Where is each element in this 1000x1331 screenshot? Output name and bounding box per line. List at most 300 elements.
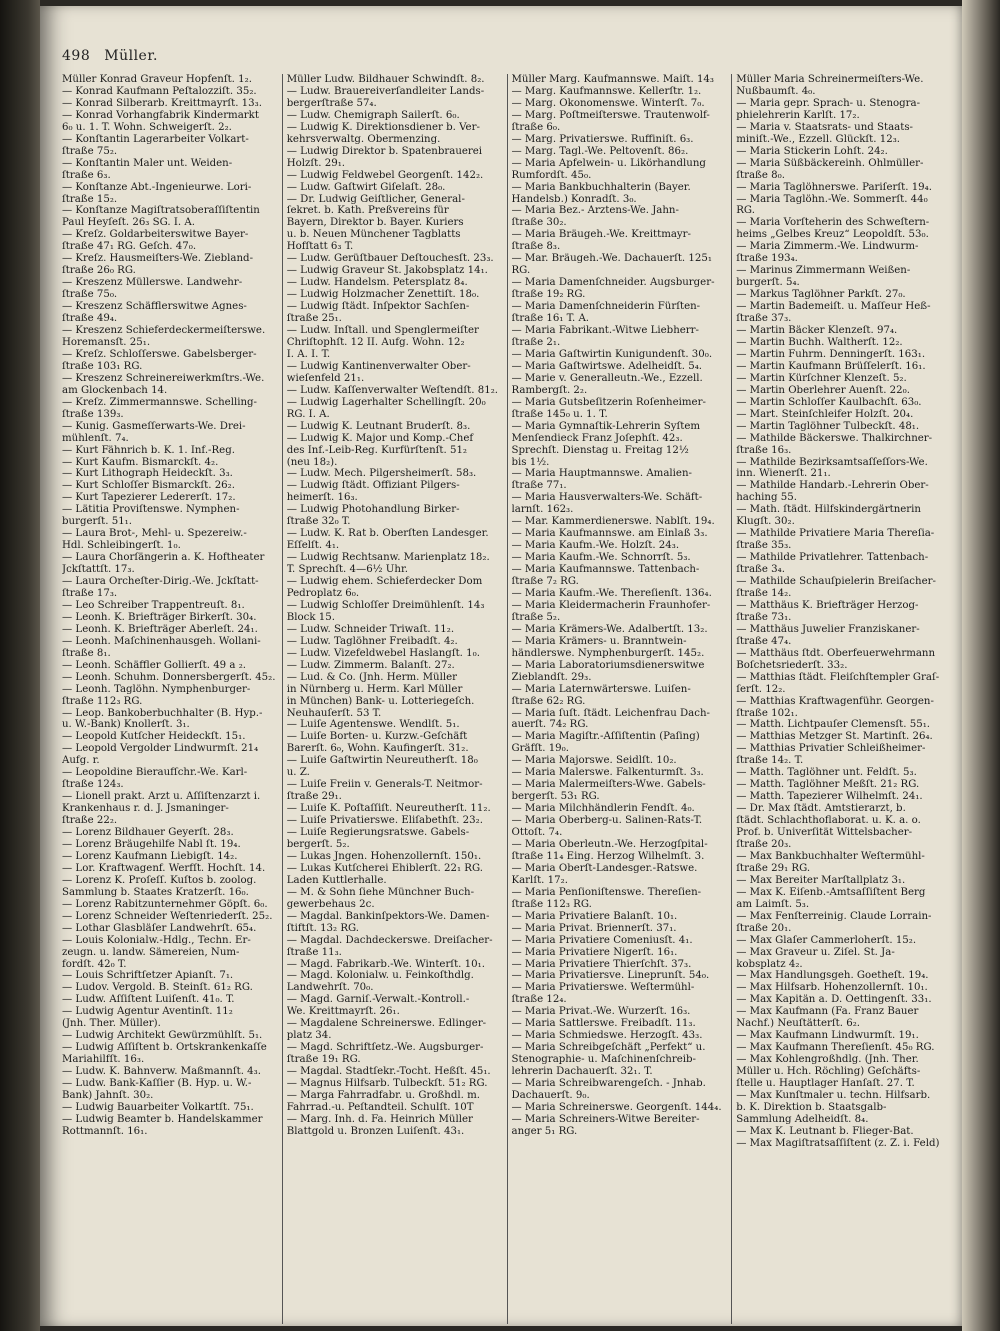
directory-entry-line: — Maria Laboratoriumsdienerswitwe	[511, 659, 705, 671]
directory-entry-line: — Ludw. Zimmerm. Balanſt. 27₂.	[286, 659, 455, 671]
directory-entry-line: — Maria Oberberg-u. Salinen-Rats-T.	[511, 815, 703, 827]
directory-entry-line: ſtraße 14₂. T.	[736, 755, 804, 767]
directory-entry-line: ſtraße 25₁.	[286, 313, 342, 325]
directory-entry-line: ſtraße 112₃ RG.	[62, 695, 143, 707]
directory-entry-line: ſtraße 102₁.	[736, 707, 798, 719]
directory-entry-line: — Maria Penſioniſtenswe. Thereſien-	[511, 886, 702, 898]
directory-entry-line: — Kreszenz Müllerswe. Landwehr-	[62, 277, 243, 289]
directory-entry-line: — Matth. Taglöhner unt. Feldſt. 5₃.	[736, 767, 917, 779]
directory-entry-line: — Ludwig Architekt Gewürzmühlſt. 5₁.	[62, 1030, 263, 1042]
directory-entry-line: Horemansſt. 25₁.	[62, 336, 151, 348]
directory-entry-line: Krankenhaus r. d. J. Jsmaninger-	[62, 803, 229, 815]
directory-entry-line: Handelsb.) Konradſt. 3₀.	[511, 193, 637, 205]
directory-entry-line: ſtraße 5₂.	[511, 611, 561, 623]
directory-entry-line: Dachauerſt. 9₀.	[511, 1090, 590, 1102]
directory-entry-line: Pedroplatz 6₀.	[286, 587, 360, 599]
directory-entry-line: — Maria Malerswe. Falkenturmſt. 3₃.	[511, 767, 704, 779]
directory-entry-line: — Ludwig ehem. Schieferdecker Dom	[286, 576, 483, 588]
directory-entry-line: Menſendieck Franz Joſephſt. 42₃.	[511, 432, 683, 444]
directory-entry-line: — Maria Kaufmannswe. Tattenbach-	[511, 564, 700, 576]
directory-entry-line: ſtraße 75₂.	[62, 145, 118, 157]
directory-entry-line: — Ludw. K. Rat b. Oberſten Landesger.	[286, 528, 489, 540]
directory-entry-line: gewerbehaus 2c.	[286, 898, 375, 910]
directory-entry-line: ſtraße 14₂.	[736, 587, 792, 599]
directory-entry-line: — Martin Kaufmann Brüſſelerſt. 16₁.	[736, 360, 926, 372]
directory-entry-line: — Mathilde Bezirksamtsaſſeſſors-We.	[736, 456, 928, 468]
directory-entry-line: am Laimſt. 5₃.	[736, 898, 810, 910]
directory-entry-line: — Maria ſuſt. ſtädt. Leichenfrau Dach-	[511, 707, 710, 719]
directory-entry-line: — Maria Bräugeh.-We. Kreittmayr-	[511, 229, 691, 241]
directory-entry-line: — Louis Schriftſetzer Apianſt. 7₁.	[62, 970, 234, 982]
directory-entry-line: Hdl. Schleibingerſt. 1₀.	[62, 540, 181, 552]
directory-entry-line: — Ludw. Mech. Pilgersheimerſt. 58₃.	[286, 468, 477, 480]
directory-entry-line: Bayern, Direktor b. Bayer. Kuriers	[286, 217, 464, 229]
directory-entry-line: bis 1½.	[511, 456, 550, 468]
directory-entry-line: — Matthias ſtädt. Fleiſchſtempler Graſ-	[736, 671, 940, 683]
directory-entry-line: — Maria Gutsbeſitzerin Roſenheimer-	[511, 396, 706, 408]
directory-entry-line: Nußbaumſt. 4₀.	[736, 85, 816, 97]
directory-entry-line: u. Z.	[286, 767, 310, 779]
directory-entry-line: — Ludw. K. Bahnverw. Maßmannſt. 4₃.	[62, 1066, 261, 1078]
directory-entry-line: — Martin Schloſſer Kaulbachſt. 63₀.	[736, 396, 922, 408]
directory-entry-line: ſtraße 112₃ RG.	[511, 898, 592, 910]
directory-entry-line: Ottoſt. 7₄.	[511, 827, 563, 839]
directory-entry-line: Mariahilfſt. 16₃.	[62, 1054, 145, 1066]
directory-entry-line: ſtraße 17₃.	[62, 587, 118, 599]
directory-entry-line: — Maria Krämers-We. Adalbertſt. 13₂.	[511, 623, 708, 635]
directory-entry-line: Blattgold u. Bronzen Luiſenſt. 43₁.	[286, 1125, 465, 1137]
directory-entry-line: — Maria Zimmerm.-We. Lindwurm-	[736, 241, 919, 253]
directory-entry-line: — Leo Schreiber Trappentreuſt. 8₁.	[62, 599, 245, 611]
directory-entry-line: Rottmannſt. 16₁.	[62, 1125, 148, 1137]
directory-entry-line: ſtraße 6₀.	[511, 121, 561, 133]
directory-entry-line: — Leopold Kutſcher Heideckſt. 15₁.	[62, 731, 246, 743]
directory-entry-line: Boſchetsriederſt. 33₂.	[736, 659, 848, 671]
directory-entry-line: — Maria Privat. Briennerſt. 37₁.	[511, 922, 677, 934]
directory-entry-line: — Maria Schmiedswe. Herzogſt. 43₃.	[511, 1030, 703, 1042]
directory-entry-line: — Ludw. Inſtall. und Spenglermeiſter	[286, 325, 479, 337]
directory-entry-line: — Marg. Tagl.-We. Peltovenſt. 86₂.	[511, 145, 689, 157]
directory-entry-line: — Mathilde Privatlehrer. Tattenbach-	[736, 552, 929, 564]
directory-entry-line: — Mar. Bräugeh.-We. Dachauerſt. 125₁	[511, 253, 712, 265]
directory-entry-line: ſtelle u. Hauptlager Hanſaſt. 27. T.	[736, 1078, 915, 1090]
directory-entry-line: — Maria Privat.-We. Wurzerſt. 16₃.	[511, 1006, 691, 1018]
directory-entry-line: Barerſt. 6₀, Wohn. Kaufingerſt. 31₂.	[286, 743, 469, 755]
directory-entry-line: — Maria Majorswe. Seidlſt. 10₂.	[511, 755, 677, 767]
directory-entry-line: — Lorenz Bildhauer Geyerſt. 28₃.	[62, 827, 234, 839]
directory-entry-line: — Ludw. Gerüſtbauer Deſtouchesſt. 23₃.	[286, 253, 494, 265]
directory-entry-line: — Magd. Garniſ.-Verwalt.-Kontroll.-	[286, 994, 470, 1006]
directory-entry-line: mühlenſt. 7₄.	[62, 432, 129, 444]
directory-entry-line: Karlſt. 17₂.	[511, 874, 568, 886]
directory-entry-line: — Ludwig K. Direktionsdiener b. Ver-	[286, 121, 480, 133]
directory-entry-line: — Maria Milchhändlerin Fendſt. 4₀.	[511, 803, 695, 815]
directory-entry-line: — Kurt Fähnrich b. K. 1. Inf.-Reg.	[62, 444, 235, 456]
directory-entry-line: ſtraße 29₁.	[286, 791, 342, 803]
directory-entry-line: burgerſt. 5₄.	[736, 277, 800, 289]
directory-entry-line: — Martin Taglöhner Tulbeckſt. 48₁.	[736, 420, 920, 432]
directory-entry-line: — Max Kunſtmaler u. techn. Hilfsarb.	[736, 1090, 931, 1102]
directory-entry-line: anger 5₁ RG.	[511, 1125, 578, 1137]
directory-entry-line: — Laura Orcheſter-Dirig.-We. Jckſtatt-	[62, 576, 259, 588]
directory-entry-line: ſtraße 26₀ RG.	[62, 265, 136, 277]
directory-entry-line: — Magnus Hilfsarb. Tulbeckſt. 51₂ RG.	[286, 1078, 488, 1090]
directory-entry-line: — Maria Magiſtr.-Aſſiſtentin (Paſing)	[511, 731, 700, 743]
directory-entry-line: u. b. Neuen Münchener Tagblatts	[286, 229, 461, 241]
directory-entry-line: — Mar. Kammerdienerswe. Nablſt. 19₄.	[511, 516, 715, 528]
directory-entry-line: — Max Bankbuchhalter Weſtermühl-	[736, 850, 925, 862]
directory-page	[40, 6, 962, 1326]
directory-entry-line: — Maria Schreibgeſchäft „Perfekt“ u.	[511, 1042, 706, 1054]
directory-entry-line: — Max Kaufmann (Fa. Franz Bauer	[736, 1006, 919, 1018]
directory-entry-line: — Maria Kaufmannswe. am Einlaß 3₃.	[511, 528, 708, 540]
directory-entry-line: — Kreſz. Zimmermannswe. Schelling-	[62, 396, 257, 408]
directory-entry-line: — Mart. Steinſchleifer Holzſt. 20₄.	[736, 408, 914, 420]
directory-entry-line: RG. I. A.	[286, 408, 330, 420]
directory-entry-line: — Maria Hauptmannswe. Amalien-	[511, 468, 692, 480]
directory-entry-line: Stenographie- u. Maſchinenſchreib-	[511, 1054, 696, 1066]
directory-entry-line: — Maria gepr. Sprach- u. Stenogra-	[736, 97, 921, 109]
directory-entry-line: — Magd. Fabrikarb.-We. Winterſt. 10₁.	[286, 958, 485, 970]
directory-entry-line: — Konſtanze Magiſtratsoberaſſiſtentin	[62, 205, 260, 217]
directory-entry-line: — Ludwig ſtädt. Inſpektor Sachſen-	[286, 301, 470, 313]
directory-entry-line: — Magdalene Schreinerswe. Edlinger-	[286, 1018, 487, 1030]
directory-entry-line: — Ludw. Bank-Kaſſier (B. Hyp. u. W.-	[62, 1078, 252, 1090]
directory-entry-line: händlerswe. Nymphenburgerſt. 145₂.	[511, 647, 705, 659]
directory-entry-line: — Leonh. K. Briefträger Aberleſt. 24₁.	[62, 623, 258, 635]
directory-entry-line: — Maria Schreinerswe. Georgenſt. 144₄.	[511, 1101, 722, 1113]
directory-entry-line: — Marinus Zimmermann Weißen-	[736, 265, 911, 277]
directory-entry-line: — Kreszenz Schreinereiwerkmſtrs.-We.	[62, 372, 265, 384]
directory-entry-line: — Ludw. Kaſſenverwalter Weſtendſt. 81₂.	[286, 384, 499, 396]
directory-entry-line: Aufg. r.	[62, 755, 100, 767]
directory-entry-line: — Kurt Lithograph Heideckſt. 3₃.	[62, 468, 233, 480]
directory-entry-line: — Maria Apfelwein- u. Likörhandlung	[511, 157, 706, 169]
directory-entry-line: Rumfordſt. 45₀.	[511, 169, 592, 181]
directory-entry-line: Chriſtophſt. 12 II. Aufg. Wohn. 12₂	[286, 336, 465, 348]
directory-entry-line: haching 55.	[736, 492, 797, 504]
directory-entry-line: ſtraße 75₀.	[62, 289, 118, 301]
directory-entry-line: — Ludwig Beamter b. Handelskammer	[62, 1113, 263, 1125]
directory-entry-line: — Laura Brot-, Mehl- u. Spezereiw.-	[62, 528, 247, 540]
directory-entry-line: 6₀ u. 1. T. Wohn. Schweigerſt. 2₂.	[62, 121, 232, 133]
directory-entry-line: — Leopold Vergolder Lindwurmſt. 21₄	[62, 743, 259, 755]
directory-entry-line: u. W.-Bank) Knollerſt. 3₁.	[62, 719, 190, 731]
directory-entry-line: — Ludwig Schloſſer Dreimühlenſt. 14₃	[286, 599, 485, 611]
directory-entry-line: — Ludwig Aſſiſtent b. Ortskrankenkaſſe	[62, 1042, 267, 1054]
directory-entry-line: kobsplatz 4₂.	[736, 958, 803, 970]
directory-entry-line: — Lorenz Kaufmann Liebigſt. 14₂.	[62, 850, 238, 862]
directory-entry-line: — Lätitia Proviſtenswe. Nymphen-	[62, 504, 240, 516]
directory-entry-line: — Ludwig ſtädt. Offiziant Pilgers-	[286, 480, 460, 492]
directory-entry-line: — Lud. & Co. (Jnh. Herm. Müller	[286, 671, 458, 683]
directory-entry-line: — Kurt Kaufm. Bismarckſt. 4₂.	[62, 456, 219, 468]
directory-entry-line: ſtraße 77₁.	[511, 480, 567, 492]
directory-entry-line: — Marg. Inh. d. Fa. Heinrich Müller	[286, 1113, 473, 1125]
directory-entry-line: — Mathilde Bäckerswe. Thalkirchner-	[736, 432, 933, 444]
directory-entry-line: — Max Kaufmann Thereſienſt. 45₀ RG.	[736, 1042, 935, 1054]
directory-entry-line: — Martin Kürſchner Klenzeſt. 5₂.	[736, 372, 907, 384]
directory-entry-line: — Ludwig K. Major und Komp.-Chef	[286, 432, 474, 444]
directory-entry-line: — Max Hilfsarb. Hohenzollernſt. 10₁.	[736, 982, 928, 994]
directory-entry-line: bergerſt. 5₂.	[286, 839, 350, 850]
directory-entry-line: ſtraße 7₂ RG.	[511, 576, 579, 588]
directory-entry-line: — Maria Gaſtwirtin Kunigundenſt. 30₀.	[511, 348, 713, 360]
directory-entry-line: — Kreszenz Schieferdeckermeiſterswe.	[62, 325, 266, 337]
directory-entry-line: miniſt.-We., Ezzell. Glückſt. 12₃.	[736, 133, 901, 145]
directory-entry-line: Holzſt. 29₁.	[286, 157, 346, 169]
directory-entry-line: — Ludwig Rechtsanw. Marienplatz 18₂.	[286, 552, 490, 564]
directory-entry-line: ſtraße 6₃.	[62, 169, 111, 181]
directory-entry-line: Sprechſt. Dienstag u. Freitag 12½	[511, 444, 689, 456]
directory-entry-line: — Luiſe Agentenswe. Wendlſt. 5₁.	[286, 719, 460, 731]
directory-entry-line: Hofſtatt 6₃ T.	[286, 241, 354, 253]
directory-entry-line: Müller Ludw. Bildhauer Schwindſt. 8₂.	[286, 74, 485, 85]
directory-entry-line: — Max Kaufmann Lindwurmſt. 19₁.	[736, 1030, 919, 1042]
directory-entry-line: — Maria Oberſt-Landesger.-Ratswe.	[511, 862, 698, 874]
directory-entry-line: ſtraße 8₃.	[511, 241, 561, 253]
directory-entry-line: — Maria Damenſchneider. Augsburger-	[511, 277, 715, 289]
directory-entry-line: ſtraße 37₃.	[736, 313, 792, 325]
directory-entry-line: (Jnh. Ther. Müller).	[62, 1018, 161, 1030]
directory-entry-line: — Ludwig Graveur St. Jakobsplatz 14₁.	[286, 265, 488, 277]
directory-entry-line: — Max Fenſterreinig. Claude Lorrain-	[736, 910, 932, 922]
directory-column-3	[507, 74, 732, 1324]
directory-entry-line: — Matthäus ſtdt. Oberfeuerwehrmann	[736, 647, 936, 659]
directory-entry-line: larnſt. 162₃.	[511, 504, 574, 516]
directory-entry-line: — Matth. Taglöhner Meßſt. 21₂ RG.	[736, 779, 920, 791]
directory-entry-line: — Marg. Kaufmannswe. Kellerſtr. 1₂.	[511, 85, 702, 97]
directory-entry-line: — Konſtantin Lagerarbeiter Volkart-	[62, 133, 249, 145]
directory-entry-line: ſtraße 11₃.	[286, 946, 342, 958]
directory-entry-line: — Ludw. Gaſtwirt Giſelaſt. 28₀.	[286, 181, 446, 193]
directory-entry-line: — Matthäus K. Briefträger Herzog-	[736, 599, 919, 611]
directory-entry-line: Jckſtattſt. 17₃.	[62, 564, 135, 576]
directory-entry-line: Müller Maria Schreinermeiſters-We.	[736, 74, 924, 85]
directory-entry-line: — Maria Vorſteherin des Schweſtern-	[736, 217, 930, 229]
directory-entry-line: Eſſelſt. 4₁.	[286, 540, 340, 552]
directory-entry-line: — Martin Oberlehrer Auenſt. 22₀.	[736, 384, 910, 396]
directory-entry-line: — Magdal. Stadtſekr.-Tocht. Heßſt. 45₁.	[286, 1066, 491, 1078]
directory-entry-line: I. A. I. T.	[286, 348, 331, 360]
directory-entry-line: ſtraße 8₁.	[62, 647, 111, 659]
directory-entry-line: — Martin Buchh. Waltherſt. 12₂.	[736, 336, 903, 348]
directory-entry-line: — Max Handlungsgeh. Goetheſt. 19₄.	[736, 970, 929, 982]
directory-entry-line: zeugn. u. landw. Sämereien, Num-	[62, 946, 240, 958]
directory-entry-line: — Math. ſtädt. Hilfskindergärtnerin	[736, 504, 921, 516]
directory-entry-line: Rambergſt. 2₂.	[511, 384, 588, 396]
directory-entry-line: — Marg. Poſtmeiſterswe. Trautenwolf-	[511, 109, 710, 121]
directory-entry-line: — Matthias Kraftwagenführ. Georgen-	[736, 695, 934, 707]
directory-entry-line: — Kreſz. Schloſſerswe. Gabelsberger-	[62, 348, 257, 360]
directory-entry-line: — Ludw. Taglöhner Freibadſt. 4₂.	[286, 635, 458, 647]
directory-entry-line: ſerſt. 12₂.	[736, 683, 786, 695]
directory-entry-line: — Max Magiſtratsaſſiſtent (z. Z. i. Feld)	[736, 1137, 940, 1149]
directory-entry-line: ſtraße 19₂ RG.	[511, 289, 586, 301]
directory-entry-line: — Ludw. Chemigraph Sailerſt. 6₀.	[286, 109, 460, 121]
directory-entry-line: — Konſtanze Abt.-Ingenieurwe. Lori-	[62, 181, 252, 193]
directory-entry-line: — Maria Privatiersve. Lineprunſt. 54₀.	[511, 970, 710, 982]
directory-entry-line: Gräfſt. 19₀.	[511, 743, 569, 755]
directory-entry-line: — Ludwig K. Leutnant Bruderſt. 8₃.	[286, 420, 471, 432]
directory-entry-line: — Leonh. Maſchinenhausgeh. Wollani-	[62, 635, 261, 647]
directory-entry-line: — Maria Gymnaſtik-Lehrerin Syſtem	[511, 420, 701, 432]
directory-entry-line: — Lorenz Rabitzunternehmer Göpſt. 6₀.	[62, 898, 268, 910]
directory-entry-line: RG.	[511, 265, 531, 277]
directory-entry-line: — Markus Taglöhner Parkſt. 27₀.	[736, 289, 906, 301]
directory-entry-line: — Leonh. Schuhm. Donnersbergerſt. 45₂.	[62, 671, 276, 683]
directory-entry-line: ſtraße 62₂ RG.	[511, 695, 586, 707]
directory-entry-line: — Ludw. Vizefeldwebel Haslangſt. 1₀.	[286, 647, 480, 659]
directory-entry-line: — Ludw. Aſſiſtent Luiſenſt. 41₀. T.	[62, 994, 235, 1006]
directory-entry-line: — Magdal. Dachdeckerswe. Dreiſacher-	[286, 934, 493, 946]
directory-entry-line: ſtraße 20₃.	[736, 839, 792, 850]
directory-entry-line: inn. Wienerſt. 21₁.	[736, 468, 831, 480]
directory-entry-line: — Marg. Privatierswe. Ruffiniſt. 6₃.	[511, 133, 694, 145]
directory-entry-line: — Maria Privatiere Balanſt. 10₁.	[511, 910, 678, 922]
directory-entry-line: — Maria Oberleutn.-We. Herzogſpital-	[511, 839, 708, 850]
directory-entry-line: — Magdal. Bankinſpektors-We. Damen-	[286, 910, 490, 922]
directory-entry-line: — Maria Sattlerswe. Freibadſt. 11₃.	[511, 1018, 696, 1030]
directory-entry-line: — Lor. Kraftwagenf. Werfſt. Hochſt. 14.	[62, 862, 266, 874]
directory-entry-line: — Leonh. Taglöhn. Nymphenburger-	[62, 683, 251, 695]
directory-entry-line: — Ludwig Agentur Aventinſt. 11₂	[62, 1006, 233, 1018]
directory-entry-line: — Kreſz. Goldarbeiterswitwe Bayer-	[62, 229, 249, 241]
book-edge-right	[962, 0, 1000, 1331]
directory-entry-line: — Ludwig Photohandlung Birker-	[286, 504, 460, 516]
directory-entry-line: ſtraße 8₀.	[736, 169, 785, 181]
directory-entry-line: — Maria Privatiere Nigerſt. 16₁.	[511, 946, 678, 958]
directory-entry-line: — Max Graveur u. Ziſel. St. Ja-	[736, 946, 895, 958]
directory-entry-line: — Maria Schreiners-Witwe Bereiter-	[511, 1113, 700, 1125]
directory-entry-line: ſtraße 47₄.	[736, 635, 792, 647]
directory-entry-line: — Martin Fuhrm. Denningerſt. 163₁.	[736, 348, 926, 360]
directory-entry-line: — Leonh. Schäffler Gollierſt. 49 a ₂.	[62, 659, 247, 671]
directory-entry-line: — M. & Sohn ſiehe Münchner Buch-	[286, 886, 475, 898]
directory-entry-line: — Magd. Schriftſetz.-We. Augsburger-	[286, 1042, 484, 1054]
directory-entry-line: — Konrad Silberarb. Kreittmayrſt. 13₃.	[62, 97, 262, 109]
directory-entry-line: heimerſt. 16₃.	[286, 492, 358, 504]
directory-entry-line: Bank) Jahnſt. 30₂.	[62, 1090, 154, 1102]
directory-entry-line: — Lukas Jngen. Hohenzollernſt. 150₁.	[286, 850, 482, 862]
directory-entry-line: — Maria Stickerin Lohſt. 24₂.	[736, 145, 888, 157]
directory-entry-line: — Marga Fahrradfabr. u. Großhdl. m.	[286, 1090, 481, 1102]
directory-entry-line: — Kunig. Gasmeſſerwarts-We. Drei-	[62, 420, 246, 432]
directory-entry-line: — Matthias Metzger St. Martinſt. 26₄.	[736, 731, 933, 743]
directory-entry-line: — Ludwig Bauarbeiter Volkartſt. 75₁.	[62, 1101, 254, 1113]
directory-entry-line: — Maria Kaufm.-We. Schnorrſt. 5₃.	[511, 552, 691, 564]
directory-entry-line: ſtraße 3₄.	[736, 564, 785, 576]
directory-entry-line: Sammlung b. Staates Kratzerſt. 16₀.	[62, 886, 249, 898]
directory-entry-line: — Max K. Leutnant b. Flieger-Bat.	[736, 1125, 914, 1137]
directory-entry-line: — Lionell prakt. Arzt u. Aſſiſtenzarzt i.	[62, 791, 261, 803]
directory-entry-line: ſtraße 16₃.	[736, 444, 792, 456]
directory-entry-line: bergerſtraße 57₄.	[286, 97, 377, 109]
directory-entry-line: ſtraße 20₁.	[736, 922, 792, 934]
directory-entry-line: — Konrad Vorhangfabrik Kindermarkt	[62, 109, 259, 121]
directory-entry-line: — Matthias Privatier Schleißheimer-	[736, 743, 926, 755]
directory-entry-line: — Lukas Kutſcherei Ehiblerſt. 22₁ RG.	[286, 862, 483, 874]
directory-entry-line: ſtraße 139₃.	[62, 408, 124, 420]
directory-entry-line: Neuhauſerſt. 53 T.	[286, 707, 382, 719]
directory-entry-line: — Maria Privatiere Comeniusſt. 4₁.	[511, 934, 693, 946]
directory-entry-line: — Maria Gaſtwirtswe. Adelheidſt. 5₄.	[511, 360, 703, 372]
directory-entry-line: — Matth. Tapezierer Wilhelmſt. 24₁.	[736, 791, 923, 803]
directory-entry-line: — Martin Bäcker Klenzeſt. 97₄.	[736, 325, 898, 337]
directory-entry-line: — Maria Fabrikant.-Witwe Liebherr-	[511, 325, 699, 337]
running-head: Müller.	[104, 48, 158, 64]
directory-entry-line: Müller Marg. Kaufmannswe. Maiſt. 14₃	[511, 74, 714, 85]
directory-entry-line: — Marie v. Generalleutn.-We., Ezzell.	[511, 372, 703, 384]
directory-entry-line: — Max Kohlengroßhdlg. (Jnh. Ther.	[736, 1054, 919, 1066]
directory-entry-line: — Ludwig Feldwebel Georgenſt. 142₂.	[286, 169, 484, 181]
directory-entry-line: — Leopoldine Bieraufſchr.-We. Karl-	[62, 767, 248, 779]
directory-entry-line: — Lorenz Schneider Weſtenriederſt. 25₂.	[62, 910, 273, 922]
directory-entry-line: — Luiſe Freiin v. Generals-T. Neitmor-	[286, 779, 483, 791]
directory-entry-line: wieſenfeld 21₁.	[286, 372, 365, 384]
directory-entry-line: b. K. Direktion b. Staatsgalb-	[736, 1101, 887, 1113]
directory-entry-line: — Maria Kaufm.-We. Holzſt. 24₃.	[511, 540, 680, 552]
directory-entry-line: ſtraße 19₁ RG.	[286, 1054, 361, 1066]
directory-entry-line: — Maria Hausverwalters-We. Schäft-	[511, 492, 703, 504]
directory-entry-line: ſtraße 12₄.	[511, 994, 567, 1006]
directory-entry-line: am Glockenbach 14.	[62, 384, 168, 396]
directory-entry-line: — Lorenz Bräugehilfe Nabl ſt. 19₄.	[62, 839, 241, 850]
directory-entry-line: ſtraße 22₂.	[62, 815, 118, 827]
directory-entry-line: Zieblandſt. 29₃.	[511, 671, 592, 683]
directory-entry-line: — Ludw. Handelsm. Petersplatz 8₄.	[286, 277, 468, 289]
directory-entry-line: ſtraße 11₄ Eing. Herzog Wilhelmſt. 3.	[511, 850, 705, 862]
directory-entry-line: — Luiſe Borten- u. Kurzw.-Geſchäft	[286, 731, 468, 743]
directory-entry-line: ſtraße 30₂.	[511, 217, 567, 229]
directory-entry-line: ſtraße 35₃.	[736, 540, 792, 552]
directory-entry-line: — Luiſe Regierungsratswe. Gabels-	[286, 827, 470, 839]
directory-column-1	[58, 74, 282, 1324]
directory-entry-line: — Max Bereiter Marſtallplatz 3₁.	[736, 874, 906, 886]
directory-entry-line: — Matth. Lichtpauſer Clemensſt. 55₁.	[736, 719, 931, 731]
directory-entry-line: Sammlung Adelheidſt. 8₄.	[736, 1113, 869, 1125]
directory-entry-line: platz 34.	[286, 1030, 332, 1042]
directory-entry-line: — Maria Kleidermacherin Fraunhofer-	[511, 599, 711, 611]
directory-entry-line: — Dr. Max ſtädt. Amtstierarzt, b.	[736, 803, 906, 815]
directory-entry-line: Paul Heyſeſt. 26₃ SG. I. A.	[62, 217, 195, 229]
directory-entry-line: — Maria Taglöhn.-We. Sommerſt. 44₀	[736, 193, 928, 205]
directory-entry-line: in Nürnberg u. Herm. Karl Müller	[286, 683, 463, 695]
directory-entry-line: — Leop. Bankoberbuchhalter (B. Hyp.-	[62, 707, 263, 719]
directory-entry-line: ſekret. b. Kath. Preßvereins für	[286, 205, 449, 217]
directory-entry-line: — Matthäus Juwelier Franziskaner-	[736, 623, 920, 635]
directory-entry-line: — Lothar Glasbläſer Landwehrſt. 65₄.	[62, 922, 257, 934]
directory-entry-line: kehrsverwaltg. Obermenzing.	[286, 133, 441, 145]
directory-entry-line: bergerſt. 53₁ RG.	[511, 791, 600, 803]
directory-entry-line: lehrerin Dachauerſt. 32₁. T.	[511, 1066, 653, 1078]
directory-entry-line: Fahrrad.-u. Peſtandteil. Schulſt. 10T	[286, 1101, 474, 1113]
directory-entry-line: — Maria Laternwärterswe. Luiſen-	[511, 683, 691, 695]
directory-entry-line: — Maria Damenſchneiderin Fürſten-	[511, 301, 701, 313]
directory-entry-line: ſtraße 49₄.	[62, 313, 118, 325]
directory-entry-line: — Ludwig Direktor b. Spatenbrauerei	[286, 145, 483, 157]
directory-entry-line: T. Sprechſt. 4—6½ Uhr.	[286, 564, 408, 576]
directory-entry-line: ſtraße 73₁.	[736, 611, 792, 623]
directory-entry-line: — Ludwig Kantinenverwalter Ober-	[286, 360, 471, 372]
directory-entry-line: — Lorenz K. Proſeſſ. Kuſtos b. zoolog.	[62, 874, 257, 886]
directory-columns	[58, 74, 956, 1324]
directory-entry-line: ſtraße 29₁ RG.	[736, 862, 811, 874]
directory-entry-line: We. Kreittmayrſt. 26₁.	[286, 1006, 400, 1018]
directory-entry-line: — Ludov. Vergold. B. Steinſt. 61₂ RG.	[62, 982, 253, 994]
directory-entry-line: — Ludwig Lagerhalter Schellingſt. 20₀	[286, 396, 486, 408]
directory-entry-line: — Maria Schreibwarengeſch. - Jnhab.	[511, 1078, 706, 1090]
